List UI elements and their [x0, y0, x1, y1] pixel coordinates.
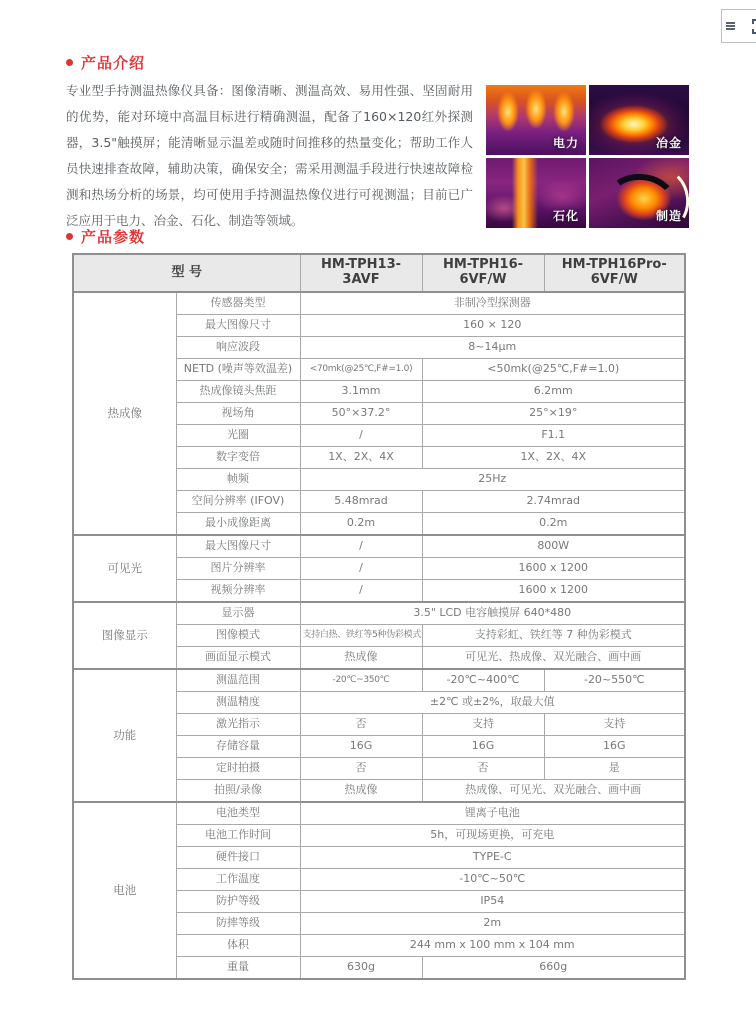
menu-icon[interactable] [722, 10, 739, 42]
param-label-cell: 重量 [176, 957, 300, 980]
params-section-title [66, 226, 145, 247]
param-label-cell: 响应波段 [176, 337, 300, 359]
value-cell: -20℃~350℃ [300, 669, 422, 692]
image-label: 石化 [552, 209, 579, 223]
value-cell: 25Hz [300, 469, 685, 491]
param-label-cell: 电池工作时间 [176, 825, 300, 847]
param-label-cell: 电池类型 [176, 802, 300, 825]
param-label-cell: 最小成像距离 [176, 513, 300, 536]
param-label-cell: 图片分辨率 [176, 558, 300, 580]
value-cell: 支持白热、铁红等5种伪彩模式 [300, 625, 422, 647]
param-label-cell: 最大图像尺寸 [176, 535, 300, 558]
corner-frame-icon [752, 19, 756, 34]
value-cell: 1X、2X、4X [300, 447, 422, 469]
param-label-cell: 帧频 [176, 469, 300, 491]
value-cell: 否 [422, 758, 544, 780]
thermal-image-metallurgy [589, 85, 689, 155]
value-cell: IP54 [300, 891, 685, 913]
image-label: 电力 [552, 136, 579, 150]
hamburger-icon [726, 20, 735, 32]
value-cell: ±2℃ 或±2%，取最大值 [300, 692, 685, 714]
value-cell: 1600 x 1200 [422, 558, 685, 580]
thermal-image-manufacturing [589, 158, 689, 228]
value-cell: 8~14μm [300, 337, 685, 359]
value-cell: 0.2m [300, 513, 422, 536]
param-label-cell: NETD (噪声等效温差) [176, 359, 300, 381]
image-label: 冶金 [655, 136, 682, 150]
value-cell: 支持彩虹、铁红等 7 种伪彩模式 [422, 625, 685, 647]
value-cell: <50mk(@25℃,F#=1.0) [422, 359, 685, 381]
value-cell: 锂离子电池 [300, 802, 685, 825]
value-cell: 16G [300, 736, 422, 758]
value-cell: 25°×19° [422, 403, 685, 425]
value-cell: 50°×37.2° [300, 403, 422, 425]
value-cell: 5.48mrad [300, 491, 422, 513]
param-label-cell: 防护等级 [176, 891, 300, 913]
value-cell: 是 [544, 758, 685, 780]
param-label-cell: 定时拍摄 [176, 758, 300, 780]
param-label-cell: 光圈 [176, 425, 300, 447]
category-cell: 图像显示 [73, 602, 176, 669]
param-label-cell: 视频分辨率 [176, 580, 300, 603]
value-cell: 热成像、可见光、双光融合、画中画 [422, 780, 685, 803]
thermal-image-power [486, 85, 586, 155]
intro-section-title [66, 52, 145, 73]
model-header-1: HM-TPH13-3AVF [300, 254, 422, 292]
value-cell: / [300, 580, 422, 603]
param-label-cell: 图像模式 [176, 625, 300, 647]
table-row [73, 292, 685, 315]
spec-table [72, 253, 686, 980]
value-cell: -10℃~50℃ [300, 869, 685, 891]
value-cell: 可见光、热成像、双光融合、画中画 [422, 647, 685, 670]
category-cell: 热成像 [73, 292, 176, 535]
param-label-cell: 视场角 [176, 403, 300, 425]
value-cell: 244 mm x 100 mm x 104 mm [300, 935, 685, 957]
param-label-cell: 热成像镜头焦距 [176, 381, 300, 403]
value-cell: 2m [300, 913, 685, 935]
value-cell: 630g [300, 957, 422, 980]
category-cell: 电池 [73, 802, 176, 979]
value-cell: 6.2mm [422, 381, 685, 403]
value-cell: / [300, 425, 422, 447]
table-row [73, 535, 685, 558]
param-label-cell: 测温范围 [176, 669, 300, 692]
param-label-cell: 传感器类型 [176, 292, 300, 315]
param-label-cell: 空间分辨率 (IFOV) [176, 491, 300, 513]
value-cell: 非制冷型探测器 [300, 292, 685, 315]
param-label-cell: 硬件接口 [176, 847, 300, 869]
value-cell: 3.5" LCD 电容触摸屏 640*480 [300, 602, 685, 625]
value-cell: -20~550℃ [544, 669, 685, 692]
table-row [73, 602, 685, 625]
value-cell: TYPE-C [300, 847, 685, 869]
value-cell: 3.1mm [300, 381, 422, 403]
param-label-cell: 测温精度 [176, 692, 300, 714]
param-label-cell: 画面显示模式 [176, 647, 300, 670]
value-cell: 16G [422, 736, 544, 758]
model-header-3: HM-TPH16Pro-6VF/W [544, 254, 685, 292]
param-label-cell: 体积 [176, 935, 300, 957]
value-cell: 2.74mrad [422, 491, 685, 513]
category-cell: 功能 [73, 669, 176, 802]
capture-icon[interactable] [739, 10, 756, 42]
value-cell: -20℃~400℃ [422, 669, 544, 692]
value-cell: F1.1 [422, 425, 685, 447]
table-header-row [73, 254, 685, 292]
value-cell: 支持 [544, 714, 685, 736]
param-label-cell: 存储容量 [176, 736, 300, 758]
param-label-cell: 激光指示 [176, 714, 300, 736]
value-cell: <70mk(@25℃,F#=1.0) [300, 359, 422, 381]
param-label-cell: 拍照/录像 [176, 780, 300, 803]
value-cell: / [300, 558, 422, 580]
image-label: 制造 [655, 209, 682, 223]
red-bullet-icon [66, 233, 73, 240]
params-title: 产品参数 [81, 228, 146, 246]
value-cell: 1X、2X、4X [422, 447, 685, 469]
model-header-2: HM-TPH16-6VF/W [422, 254, 544, 292]
value-cell: 16G [544, 736, 685, 758]
param-label-cell: 数字变倍 [176, 447, 300, 469]
value-cell: 否 [300, 714, 422, 736]
table-row [73, 802, 685, 825]
param-label-cell: 工作温度 [176, 869, 300, 891]
intro-paragraph: 专业型手持测温热像仪具备：图像清晰、测温高效、易用性强、坚固耐用的优势，能对环境中高温目标进行精确测温，配备了160×120红外探测器，3.5"触摸屏；能清晰显示温差或随时间推移的热量变化；帮助工作人员快速排查故障，辅助决策，确保安全；需采用测温手段进行快速故障检测和热场分析的场景，均可使用手持测温热像仪进行可视测温；目前已广泛应用于电力、冶金、石化、制造等领域。 [66, 83, 473, 228]
thermal-image-grid [486, 85, 689, 228]
param-label-cell: 最大图像尺寸 [176, 315, 300, 337]
model-header-label: 型 号 [73, 254, 300, 292]
red-bullet-icon [66, 59, 73, 66]
table-row [73, 669, 685, 692]
param-label-cell: 防摔等级 [176, 913, 300, 935]
param-label-cell: 显示器 [176, 602, 300, 625]
value-cell: 160 × 120 [300, 315, 685, 337]
intro-title: 产品介绍 [81, 54, 146, 72]
value-cell: 热成像 [300, 647, 422, 670]
value-cell: 否 [300, 758, 422, 780]
value-cell: 1600 x 1200 [422, 580, 685, 603]
thermal-image-petrochemical [486, 158, 586, 228]
value-cell: / [300, 535, 422, 558]
viewer-toolbar [721, 9, 756, 43]
value-cell: 热成像 [300, 780, 422, 803]
spec-table-body [73, 292, 685, 979]
value-cell: 660g [422, 957, 685, 980]
category-cell: 可见光 [73, 535, 176, 602]
value-cell: 5h，可现场更换，可充电 [300, 825, 685, 847]
value-cell: 0.2m [422, 513, 685, 536]
value-cell: 800W [422, 535, 685, 558]
value-cell: 支持 [422, 714, 544, 736]
